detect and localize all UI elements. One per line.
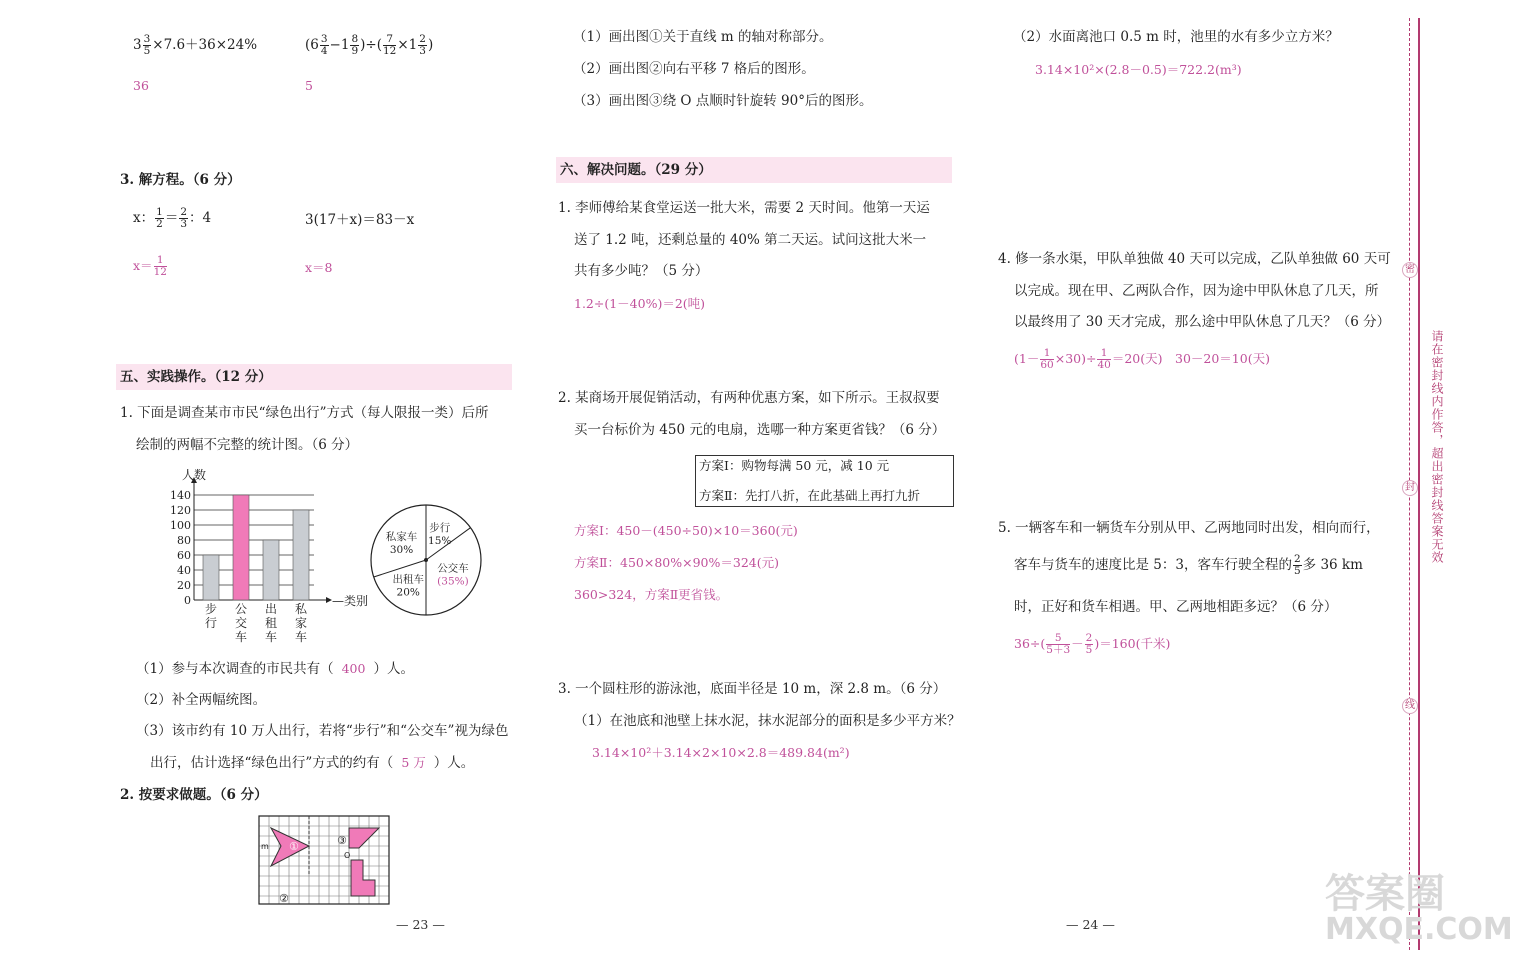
- y-axis-title: 人数: [182, 468, 207, 482]
- denominator: 3: [180, 218, 187, 230]
- denominator: 9: [351, 45, 359, 57]
- s2-line-1: 2. 某商场开展促销活动，有两种优惠方案，如下所示。王叔叔要: [558, 390, 940, 406]
- pie-slice-value: 15%: [428, 535, 452, 548]
- s5-answer-part: )＝160(千米): [1094, 636, 1171, 651]
- denominator: 3: [419, 45, 426, 57]
- q1-sub-3-text: 出行，估计选择“绿色出行”方式的约有（: [150, 755, 394, 771]
- q1-sub-1-answer: 400: [341, 661, 366, 676]
- svg-text:②: ②: [279, 892, 289, 905]
- y-tick-label: 60: [177, 549, 191, 562]
- s4-answer: [1014, 348, 1270, 371]
- s1-line-1: 1. 李师傅给某食堂运送一批大米，需要 2 天时间。他第一天运: [558, 200, 930, 216]
- numerator: 8: [351, 33, 359, 45]
- calc-right: [305, 34, 433, 57]
- s3-question-1: （1）在池底和池壁上抹水泥，抹水泥部分的面积是多少平方米？: [574, 713, 961, 729]
- s1-answer: 1.2÷(1－40%)＝2(吨): [574, 296, 706, 311]
- q1-line-2: 绘制的两幅不完整的统计图。（6 分）: [136, 437, 359, 453]
- eq-part: x：: [133, 210, 155, 226]
- seal-mark-feng: 封: [1402, 480, 1418, 496]
- fraction: [1046, 633, 1070, 656]
- q1-sub-1-text: （1）参与本次调查的市民共有（: [136, 661, 334, 677]
- s2-answer-1: 方案Ⅰ：450－(450÷50)×10＝360(元): [574, 523, 798, 538]
- plan-1: 方案Ⅰ：购物每满 50 元，减 10 元: [699, 458, 890, 473]
- pie-slice-label: 公交车: [437, 562, 469, 575]
- s5-answer: [1014, 633, 1170, 656]
- watermark-logo: 答案圈: [1325, 871, 1445, 917]
- pie-slice-value: (35%): [437, 575, 469, 588]
- q1-sub-3-text: ）人。: [433, 755, 475, 771]
- page-number-24: — 24 —: [1066, 917, 1115, 932]
- bar-4: [293, 510, 309, 600]
- x-axis-title: —类别: [332, 594, 369, 608]
- seal-notice: 请在密封线内作答，超出密封线答案无效: [1430, 330, 1444, 564]
- calc-right-answer: 5: [305, 78, 313, 93]
- eq-part: x＝: [133, 258, 153, 273]
- fraction: [1040, 348, 1053, 371]
- svg-text:O: O: [344, 851, 351, 860]
- s4-line-2: 以完成。现在甲、乙两队合作，因为途中甲队休息了几天，所: [1014, 283, 1379, 299]
- y-tick-label: 140: [170, 489, 191, 502]
- page-number-23: — 23 —: [396, 917, 445, 932]
- denominator: 2: [156, 218, 163, 230]
- y-tick-label: 100: [170, 519, 191, 532]
- fraction: [1097, 348, 1110, 371]
- s3-answer-2: 3.14×10²×(2.8－0.5)＝722.2(m³): [1035, 62, 1242, 77]
- fraction: [418, 34, 427, 57]
- eq-part: ＝: [164, 210, 179, 226]
- s2-line-2: 买一台标价为 450 元的电扇，选哪一种方案更省钱？（6 分）: [574, 422, 946, 438]
- pie-center: [424, 558, 428, 562]
- section-5-header: 五、实践操作。（12 分）: [116, 364, 512, 390]
- category-label-char: 车: [234, 630, 248, 644]
- y-tick-label: 0: [184, 594, 191, 607]
- q2-title: 2. 按要求做题。（6 分）: [120, 787, 268, 803]
- bar-chart: [160, 465, 369, 645]
- bar-3: [263, 540, 279, 600]
- fraction: [350, 34, 359, 57]
- fraction: [1293, 554, 1302, 577]
- fraction: [383, 34, 396, 57]
- category-label-char: 家: [294, 616, 308, 630]
- fraction: [1085, 633, 1094, 656]
- seal-solid-line: [1418, 18, 1420, 950]
- calc-left-answer: 36: [133, 78, 149, 93]
- numerator: 7: [383, 34, 396, 46]
- s5-line-2: [1014, 554, 1363, 577]
- calc-right-part: (6: [305, 37, 319, 53]
- seal-mark-xian: 线: [1402, 698, 1418, 714]
- denominator: 12: [153, 266, 167, 278]
- category-label-char: 私: [294, 602, 308, 616]
- equation-2: 3(17＋x)＝83－x: [305, 212, 415, 228]
- eq-part: ：4: [189, 210, 212, 226]
- s4-line-3: 以最终用了 30 天才完成，那么途中甲队休息了几天？（6 分）: [1014, 314, 1391, 330]
- numerator: 3: [143, 33, 151, 45]
- s4-line-1: 4. 修一条水渠，甲队单独做 40 天可以完成，乙队单独做 60 天可: [998, 251, 1391, 267]
- calc-left-whole: 3: [133, 37, 142, 53]
- category-label-char: 步: [204, 602, 218, 616]
- q1-sub-1: [136, 660, 414, 678]
- category-label-char: 行: [204, 616, 218, 630]
- q1-sub-3-line-2: [150, 754, 474, 772]
- calc-right-part: −1: [329, 37, 350, 53]
- denominator: 60: [1040, 359, 1054, 371]
- calc-right-part: ×1: [397, 37, 418, 53]
- bar-1: [203, 555, 219, 600]
- numerator: 2: [419, 33, 426, 45]
- calc-left-rest: ×7.6＋36×24%: [152, 37, 258, 53]
- numerator: 2: [1293, 553, 1301, 565]
- pie-slice-label: 出租车: [392, 573, 424, 586]
- section-6-header: 六、解决问题。（29 分）: [556, 157, 952, 183]
- s1-line-3: 共有多少吨？（5 分）: [574, 263, 709, 279]
- svg-text:①: ①: [289, 840, 299, 853]
- numerator: 1: [156, 206, 163, 218]
- bar-2: [233, 495, 249, 600]
- y-tick-label: 120: [170, 504, 191, 517]
- numerator: 5: [1046, 633, 1070, 645]
- denominator: 5: [1085, 644, 1093, 656]
- pie-slice-value: 30%: [389, 544, 414, 557]
- transform-grid-figure: [259, 816, 391, 906]
- numerator: 2: [180, 206, 187, 218]
- q1-sub-1-text: ）人。: [373, 661, 414, 677]
- category-label-char: 租: [264, 616, 278, 630]
- s5-line-3: 时，正好和货车相遇。甲、乙两地相距多远？（6 分）: [1014, 599, 1338, 615]
- pie-slice-value: 20%: [396, 586, 420, 599]
- q1-sub-3-line-1: （3）该市约有 10 万人出行，若将“步行”和“公交车”视为绿色: [136, 723, 509, 739]
- calc-right-part: ): [427, 37, 434, 53]
- denominator: 5＋3: [1046, 644, 1071, 656]
- pie-slice-label: 私家车: [385, 531, 418, 544]
- equation-2-answer: x＝8: [305, 260, 333, 275]
- y-tick-label: 80: [177, 534, 191, 547]
- plan-2: 方案Ⅱ：先打八折，在此基础上再打九折: [699, 488, 920, 503]
- calc-left: [133, 34, 257, 57]
- draw-task-1: （1）画出图①关于直线 m 的轴对称部分。: [573, 29, 833, 45]
- category-label-char: 车: [264, 630, 278, 644]
- s4-answer-part: ＝20(天) 30－20＝10(天): [1111, 351, 1270, 366]
- q1-sub-3-answer: 5 万: [401, 755, 426, 770]
- numerator: 1: [1097, 348, 1110, 360]
- q1-sub-2: （2）补全两幅统图。: [136, 692, 267, 708]
- category-label-char: 交: [234, 616, 248, 630]
- s4-answer-part: ×30)÷: [1054, 351, 1097, 366]
- watermark-site: MXQE.COM: [1325, 912, 1513, 947]
- s4-answer-part: (1－: [1014, 351, 1040, 366]
- draw-task-2: （2）画出图②向右平移 7 格后的图形。: [573, 61, 815, 77]
- pie-slice-label: 步行: [429, 522, 451, 535]
- s5-line-1: 5. 一辆客车和一辆货车分别从甲、乙两地同时出发，相向而行，: [998, 520, 1380, 536]
- equation-1-answer: [133, 255, 168, 278]
- calc-right-part: )÷(: [360, 37, 382, 53]
- q1-line-1: 1. 下面是调查某市市民“绿色出行”方式（每人限报一类）后所: [120, 405, 489, 421]
- numerator: 1: [1040, 348, 1053, 360]
- numerator: 1: [154, 255, 167, 267]
- category-label-char: 公: [234, 602, 248, 616]
- q3-title: 3. 解方程。（6 分）: [120, 172, 241, 188]
- y-tick-label: 40: [177, 564, 191, 577]
- denominator: 5: [143, 45, 151, 57]
- s3-answer-1: 3.14×10²＋3.14×2×10×2.8＝489.84(m²): [592, 745, 850, 760]
- fraction: [155, 207, 164, 230]
- denominator: 4: [320, 45, 328, 57]
- denominator: 40: [1097, 359, 1111, 371]
- s5-answer-part: 36÷(: [1014, 636, 1046, 651]
- y-tick-label: 20: [177, 579, 191, 592]
- equation-1: [133, 207, 211, 230]
- seal-mark-mi: 密: [1402, 262, 1418, 278]
- denominator: 5: [1293, 565, 1301, 577]
- fraction: [143, 34, 152, 57]
- s2-answer-3: 360>324，方案Ⅱ更省钱。: [574, 587, 729, 602]
- numerator: 2: [1085, 632, 1093, 644]
- s5-answer-part: －: [1071, 636, 1084, 651]
- category-label-char: 车: [294, 630, 308, 644]
- category-label-char: 出: [264, 602, 278, 616]
- s5-line-2-text: 多 36 km: [1302, 557, 1363, 573]
- s2-answer-2: 方案Ⅱ：450×80%×90%＝324(元): [574, 555, 779, 570]
- fraction: [320, 34, 329, 57]
- svg-text:m: m: [261, 842, 269, 851]
- denominator: 12: [383, 45, 397, 57]
- svg-text:③: ③: [337, 834, 347, 847]
- fraction: [179, 207, 188, 230]
- s3-question-2: （2）水面离池口 0.5 m 时，池里的水有多少立方米？: [1013, 29, 1339, 45]
- numerator: 3: [320, 33, 328, 45]
- s1-line-2: 送了 1.2 吨，还剩总量的 40% 第二天运。试问这批大米一: [574, 232, 927, 248]
- s5-line-2-text: 客车与货车的速度比是 5：3，客车行驶全程的: [1014, 557, 1292, 573]
- pie-chart: [366, 500, 486, 620]
- fraction: [154, 255, 167, 278]
- s3-line-1: 3. 一个圆柱形的游泳池，底面半径是 10 m，深 2.8 m。（6 分）: [558, 681, 947, 697]
- draw-task-3: （3）画出图③绕 O 点顺时针旋转 90°后的图形。: [573, 93, 873, 109]
